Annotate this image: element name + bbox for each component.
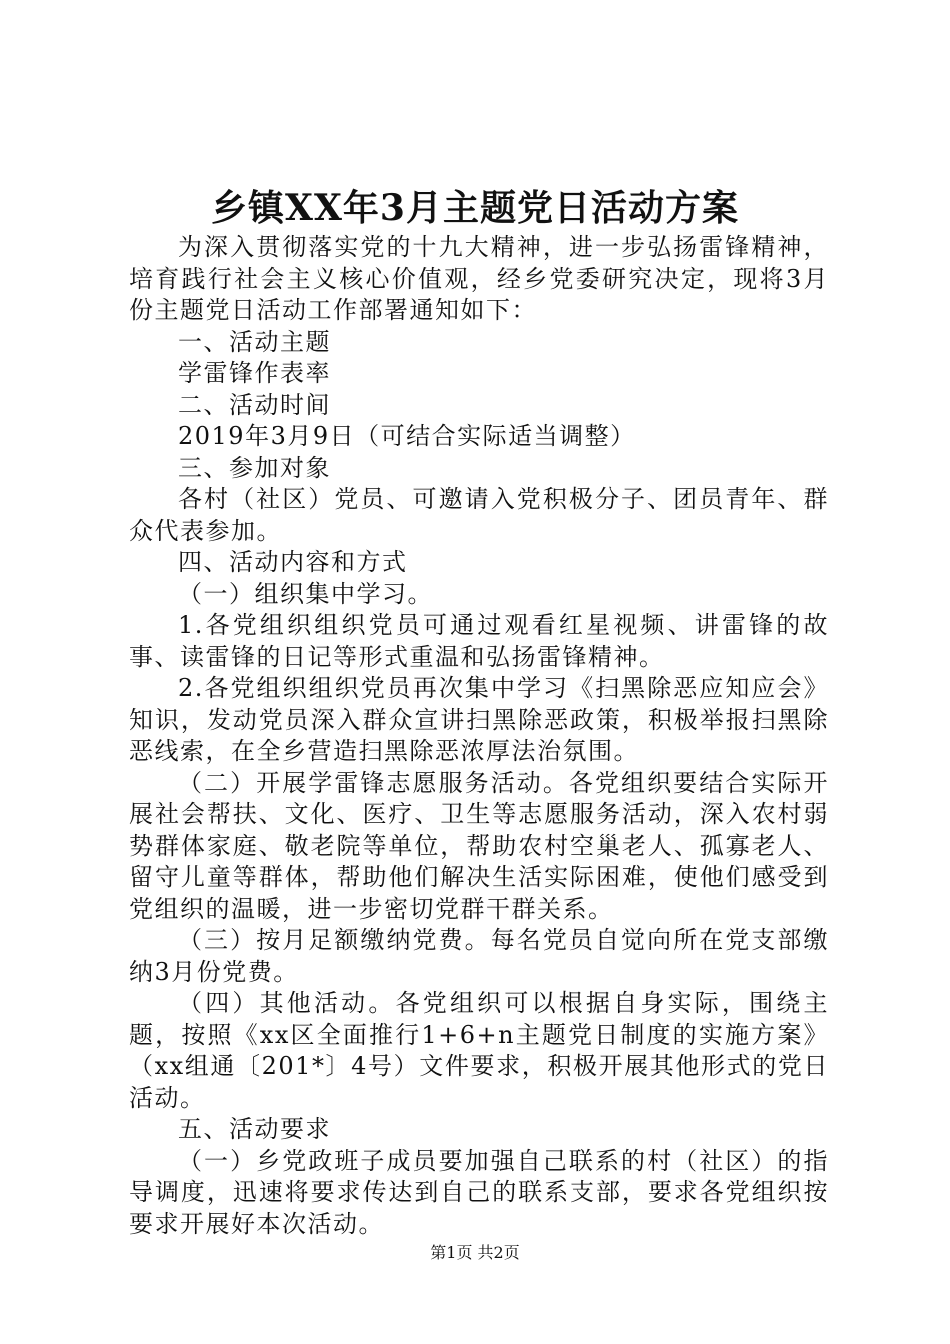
paragraph-dues: （三）按月足额缴纳党费。每名党员自觉向所在党支部缴纳3月份党费。 <box>129 926 829 986</box>
heading-participants: 三、参加对象 <box>178 453 331 482</box>
paragraph-theme: 学雷锋作表率 <box>178 359 331 387</box>
heading-requirements: 五、活动要求 <box>178 1115 331 1143</box>
page-number: 第1页 共2页 <box>430 1243 520 1262</box>
subheading-study: （一）组织集中学习。 <box>178 579 433 608</box>
heading-activity-time: 二、活动时间 <box>178 390 331 419</box>
document-title: 乡镇XX年3月主题党日活动方案 <box>211 187 739 229</box>
heading-content-methods: 四、活动内容和方式 <box>178 548 408 576</box>
document-body <box>129 232 829 1240</box>
heading-activity-theme: 一、活动主题 <box>178 327 331 356</box>
paragraph-volunteer: （二）开展学雷锋志愿服务活动。各党组织要结合实际开展社会帮扶、文化、医疗、卫生等志愿服务活动，深入农村弱势群体家庭、敬老院等单位，帮助农村空巢老人、孤寡老人、留守儿童等群体，帮助他们解决生活实际困难，使他们感受到党组织的温暖，进一步密切党群干群关系。 <box>129 768 829 923</box>
paragraph-participants: 各村（社区）党员、可邀请入党积极分子、团员青年、群众代表参加。 <box>129 485 829 545</box>
paragraph-study-1: 1.各党组织组织党员可通过观看红星视频、讲雷锋的故事、读雷锋的日记等形式重温和弘扬雷锋精神。 <box>129 611 829 671</box>
paragraph-other-activities: （四）其他活动。各党组织可以根据自身实际，围绕主题，按照《xx区全面推行1+6+n主题党日制度的实施方案》（xx组通〔201*〕4号）文件要求，积极开展其他形式的党日活动。 <box>129 989 829 1112</box>
paragraph-intro: 为深入贯彻落实党的十九大精神，进一步弘扬雷锋精神，培育践行社会主义核心价值观，经乡党委研究决定，现将3月份主题党日活动工作部署通知如下： <box>129 233 829 324</box>
paragraph-requirement-1: （一）乡党政班子成员要加强自己联系的村（社区）的指导调度，迅速将要求传达到自己的联系支部，要求各党组织按要求开展好本次活动。 <box>129 1146 829 1238</box>
paragraph-study-2: 2.各党组织组织党员再次集中学习《扫黑除恶应知应会》知识，发动党员深入群众宣讲扫黑除恶政策，积极举报扫黑除恶线索，在全乡营造扫黑除恶浓厚法治氛围。 <box>129 674 829 765</box>
paragraph-time: 2019年3月9日（可结合实际适当调整） <box>178 422 636 450</box>
